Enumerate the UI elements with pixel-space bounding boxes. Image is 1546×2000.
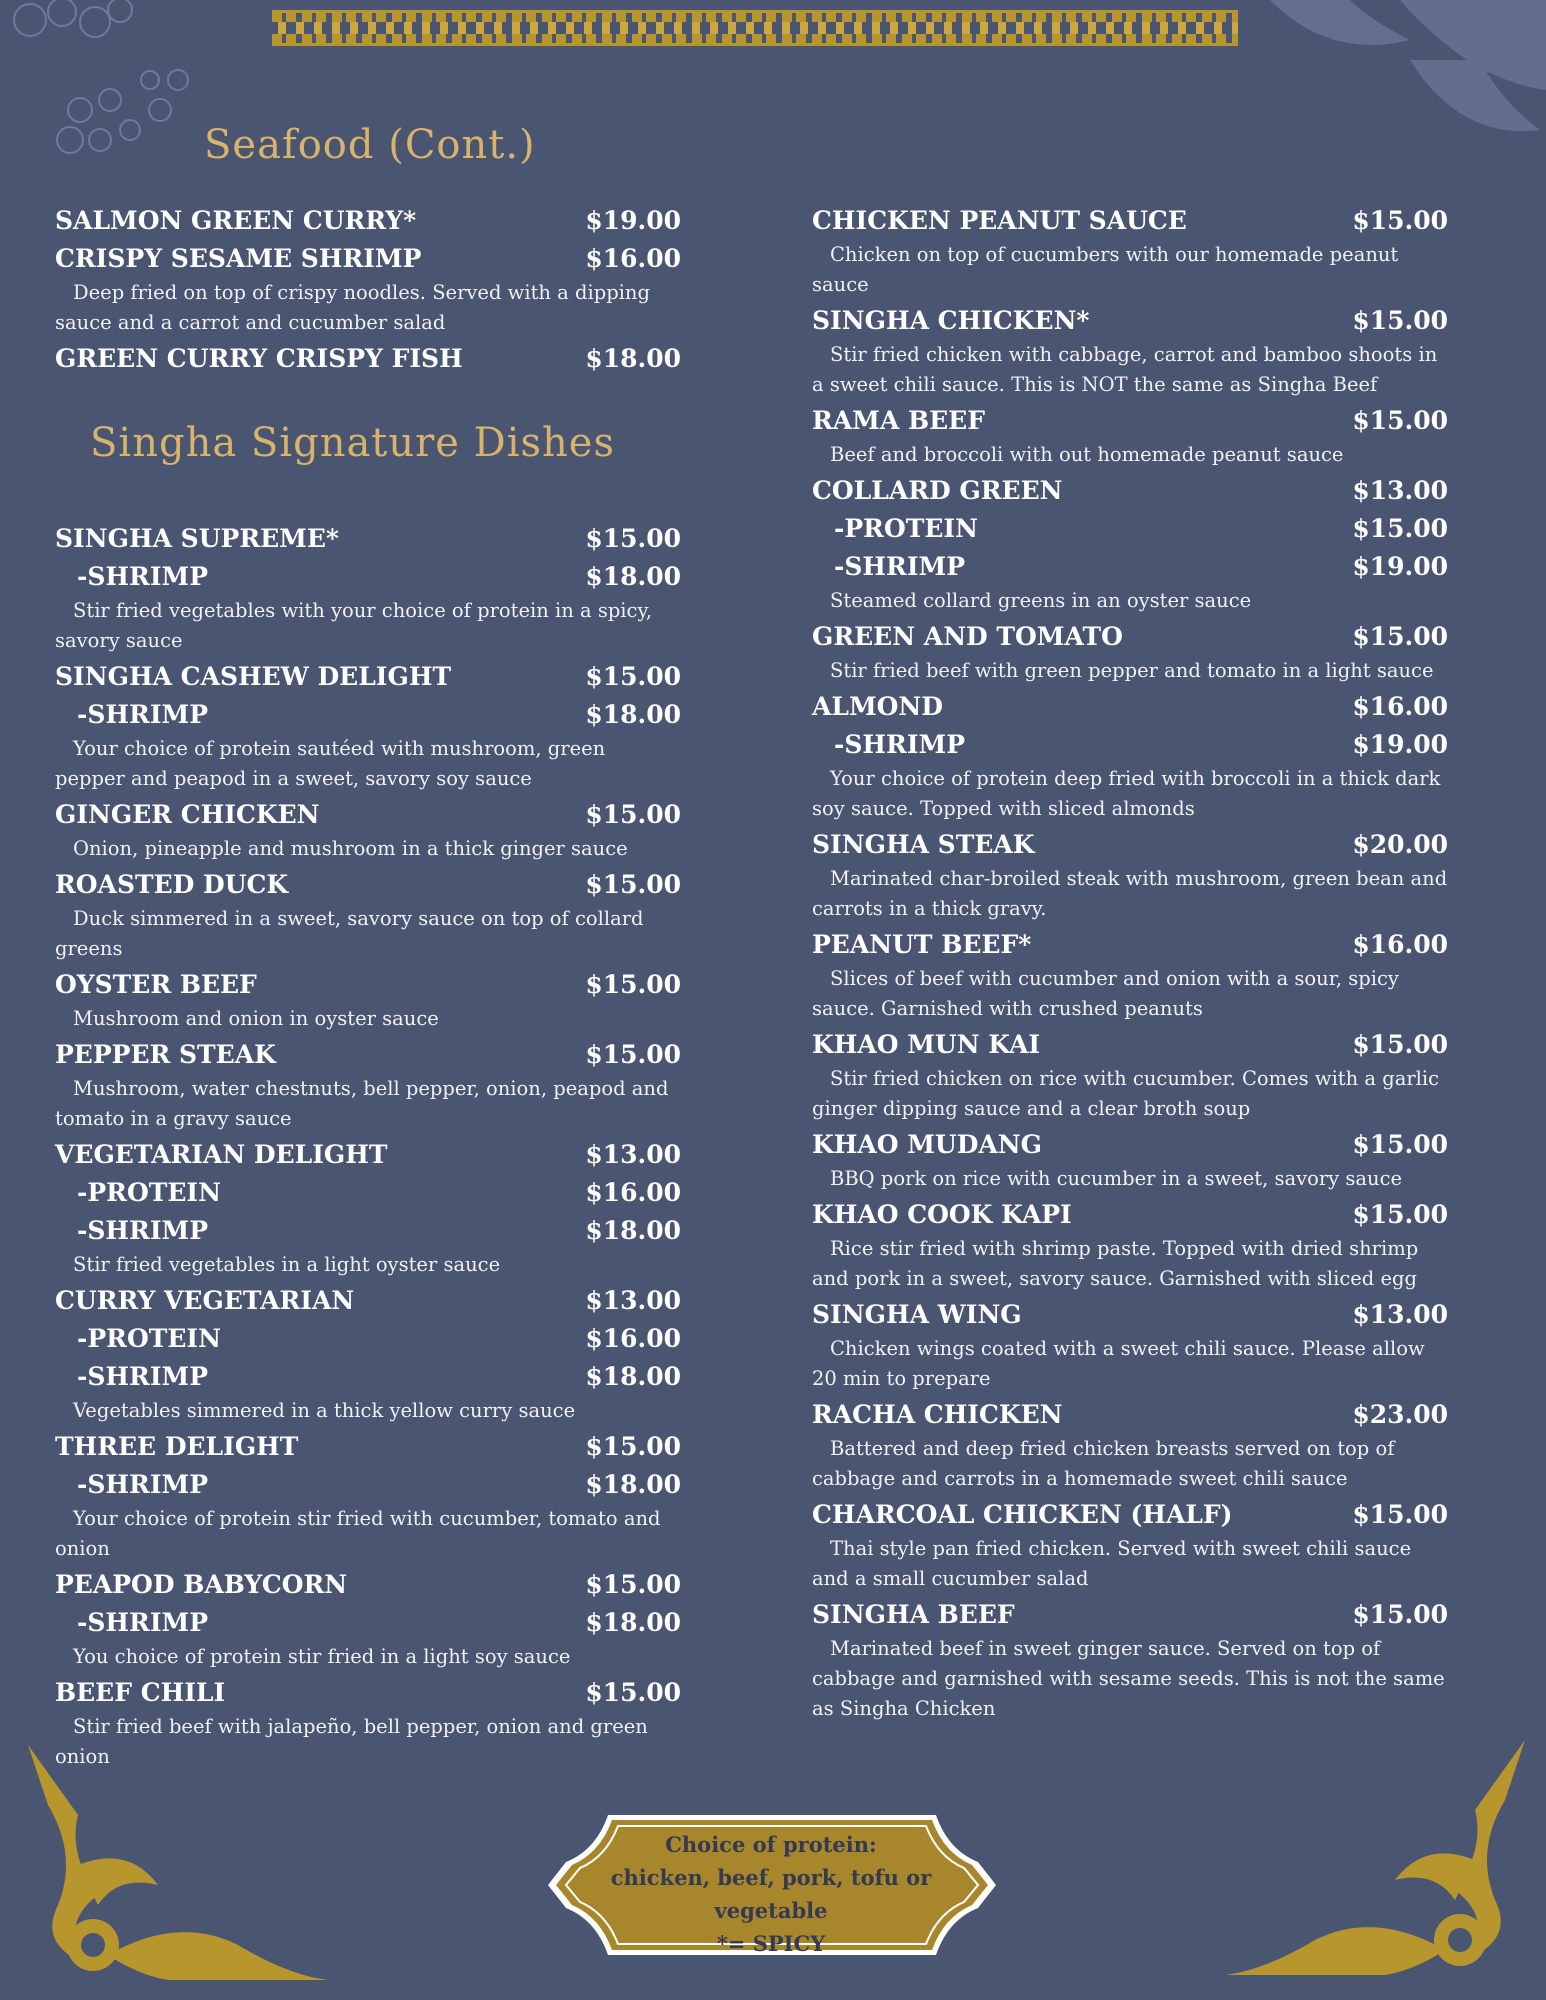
menu-item-option-price: $19.00 (1352, 552, 1448, 581)
menu-item (55, 866, 681, 964)
menu-item-row (812, 1026, 1448, 1064)
menu-item-name: PEAPOD BABYCORN (55, 1570, 348, 1599)
menu-item (812, 1026, 1448, 1124)
menu-item-option-name: -SHRIMP (77, 1362, 208, 1391)
menu-item-description: Your choice of protein sautéed with mushroom, green pepper and peapod in a sweet, savory soy sauce (55, 737, 606, 790)
menu-item-row (812, 926, 1448, 964)
menu-item-option-row (812, 548, 1448, 586)
menu-item (55, 966, 681, 1034)
menu-item-description: Chicken wings coated with a sweet chili sauce. Please allow 20 min to prepare (812, 1337, 1425, 1390)
menu-item-option-row (55, 1358, 681, 1396)
menu-item-description: Rice stir fried with shrimp paste. Topped with dried shrimp and pork in a sweet, savory sauce. Garnished with sliced egg (812, 1237, 1419, 1290)
menu-item-price: $15.00 (1352, 622, 1448, 651)
menu-item-row (55, 202, 681, 240)
menu-item-name: SINGHA WING (812, 1300, 1022, 1329)
menu-item-row (812, 302, 1448, 340)
menu-item-price: $15.00 (585, 1570, 681, 1599)
menu-item-option-name: -SHRIMP (834, 552, 965, 581)
menu-item-option-name: -PROTEIN (77, 1324, 221, 1353)
menu-item-description: Stir fried vegetables with your choice of protein in a spicy, savory sauce (55, 599, 653, 652)
menu-item-row (55, 340, 681, 378)
menu-item (55, 1566, 681, 1672)
menu-item-row (55, 966, 681, 1004)
menu-item-name: KHAO COOK KAPI (812, 1200, 1072, 1229)
menu-item-name: KHAO MUDANG (812, 1130, 1042, 1159)
menu-item (812, 1596, 1448, 1724)
menu-item-option-row (55, 696, 681, 734)
menu-item-row (812, 1296, 1448, 1334)
menu-item-row (812, 1196, 1448, 1234)
menu-item-price: $15.00 (1352, 1030, 1448, 1059)
menu-item-name: RACHA CHICKEN (812, 1400, 1063, 1429)
protein-note-line1: Choice of protein: (665, 1832, 877, 1857)
menu-item-price: $20.00 (1352, 830, 1448, 859)
menu-item-description: Chicken on top of cucumbers with our homemade peanut sauce (812, 243, 1399, 296)
menu-item-description: Stir fried chicken with cabbage, carrot and bamboo shoots in a sweet chili sauce. This is NOT the same as Singha Beef (812, 343, 1438, 396)
menu-item-price: $15.00 (585, 1432, 681, 1461)
menu-item (812, 402, 1448, 470)
menu-item-price: $13.00 (585, 1286, 681, 1315)
menu-item (812, 1196, 1448, 1294)
corner-ornament-bottom-left-icon (18, 1745, 338, 1985)
leaf-illustration-icon (1250, 0, 1546, 150)
menu-item-description: Onion, pineapple and mushroom in a thick ginger sauce (73, 837, 628, 860)
menu-item-option-price: $15.00 (1352, 514, 1448, 543)
menu-item (55, 202, 681, 240)
menu-item-price: $15.00 (1352, 306, 1448, 335)
menu-item-row (812, 826, 1448, 864)
menu-item-option-price: $18.00 (585, 1608, 681, 1637)
menu-item-name: CHARCOAL CHICKEN (HALF) (812, 1500, 1233, 1529)
menu-item-price: $13.00 (585, 1140, 681, 1169)
signature-section-title: Singha Signature Dishes (90, 420, 615, 466)
menu-item-row (55, 520, 681, 558)
menu-item-option-name: -SHRIMP (77, 1470, 208, 1499)
menu-item-description: You choice of protein stir fried in a light soy sauce (73, 1645, 571, 1668)
menu-item-price: $15.00 (1352, 1500, 1448, 1529)
menu-item-row (55, 1282, 681, 1320)
menu-item-description: Beef and broccoli with out homemade peanut sauce (830, 443, 1344, 466)
menu-item-description: Marinated char-broiled steak with mushroom, green bean and carrots in a thick gravy. (812, 867, 1448, 920)
menu-item-description: Slices of beef with cucumber and onion with a sour, spicy sauce. Garnished with crushed peanuts (812, 967, 1399, 1020)
menu-item (812, 1496, 1448, 1594)
menu-item-name: SINGHA SUPREME* (55, 524, 339, 553)
menu-item (812, 1396, 1448, 1494)
menu-item (55, 240, 681, 338)
menu-item-name: CURRY VEGETARIAN (55, 1286, 355, 1315)
menu-item-description: Stir fried beef with green pepper and tomato in a light sauce (830, 659, 1434, 682)
menu-item-row (55, 1566, 681, 1604)
menu-item-price: $15.00 (1352, 206, 1448, 235)
menu-item-option-name: -SHRIMP (77, 1608, 208, 1637)
menu-item-price: $15.00 (585, 1678, 681, 1707)
menu-item-option-row (55, 1212, 681, 1250)
menu-item-option-row (55, 1320, 681, 1358)
menu-item (55, 340, 681, 378)
menu-item-row (812, 472, 1448, 510)
menu-item-option-price: $19.00 (1352, 730, 1448, 759)
menu-item-name: CRISPY SESAME SHRIMP (55, 244, 422, 273)
menu-item-name: VEGETARIAN DELIGHT (55, 1140, 388, 1169)
menu-item-description: Your choice of protein deep fried with broccoli in a thick dark soy sauce. Topped with sliced almonds (812, 767, 1441, 820)
seafood-section-title: Seafood (Cont.) (204, 122, 536, 168)
menu-item-description: BBQ pork on rice with cucumber in a sweet, savory sauce (830, 1167, 1403, 1190)
menu-item-description: Battered and deep fried chicken breasts served on top of cabbage and carrots in a homemade sweet chili sauce (812, 1437, 1395, 1490)
corner-ornament-bottom-right-icon (1215, 1740, 1535, 1980)
menu-item-price: $16.00 (1352, 930, 1448, 959)
menu-item (55, 1036, 681, 1134)
menu-item-option-price: $18.00 (585, 562, 681, 591)
berry-illustration-icon (0, 0, 200, 180)
menu-item-name: OYSTER BEEF (55, 970, 257, 999)
menu-item-option-row (55, 1466, 681, 1504)
menu-item-name: SINGHA BEEF (812, 1600, 1015, 1629)
menu-item-description: Stir fried chicken on rice with cucumber. Comes with a garlic ginger dipping sauce and a clear broth soup (812, 1067, 1440, 1120)
menu-item (55, 658, 681, 794)
menu-item-price: $16.00 (585, 244, 681, 273)
menu-item-price: $19.00 (585, 206, 681, 235)
menu-item-price: $15.00 (1352, 1600, 1448, 1629)
menu-item (55, 796, 681, 864)
menu-item-option-row (55, 1604, 681, 1642)
menu-item-option-row (55, 1174, 681, 1212)
menu-item-row (812, 1596, 1448, 1634)
menu-item-name: GINGER CHICKEN (55, 800, 320, 829)
menu-item-description: Stir fried beef with jalapeño, bell pepper, onion and green onion (55, 1715, 648, 1768)
menu-item (812, 826, 1448, 924)
menu-item-price: $15.00 (1352, 406, 1448, 435)
menu-item-name: GREEN CURRY CRISPY FISH (55, 344, 463, 373)
protein-note-text (600, 1828, 942, 1960)
menu-item-description: Deep fried on top of crispy noodles. Served with a dipping sauce and a carrot and cucumber salad (55, 281, 650, 334)
menu-item-description: Mushroom and onion in oyster sauce (73, 1007, 439, 1030)
menu-item-price: $15.00 (585, 524, 681, 553)
menu-item-option-name: -PROTEIN (834, 514, 978, 543)
menu-item-price: $15.00 (585, 800, 681, 829)
menu-item-description: Your choice of protein stir fried with cucumber, tomato and onion (55, 1507, 661, 1560)
menu-item (55, 1282, 681, 1426)
signature-list-right (812, 202, 1448, 1726)
menu-item-option-price: $16.00 (585, 1178, 681, 1207)
menu-item-price: $15.00 (1352, 1200, 1448, 1229)
menu-item (55, 1136, 681, 1280)
menu-item (812, 618, 1448, 686)
menu-item-option-name: -SHRIMP (834, 730, 965, 759)
menu-item-name: ALMOND (812, 692, 943, 721)
menu-item-option-row (812, 726, 1448, 764)
menu-item-option-price: $18.00 (585, 1470, 681, 1499)
menu-item (812, 1296, 1448, 1394)
menu-item (812, 1126, 1448, 1194)
menu-item-name: SINGHA STEAK (812, 830, 1035, 859)
menu-item-price: $23.00 (1352, 1400, 1448, 1429)
menu-item-price: $15.00 (585, 970, 681, 999)
menu-item (812, 202, 1448, 300)
menu-item-price: $13.00 (1352, 1300, 1448, 1329)
menu-item-option-row (55, 558, 681, 596)
menu-item-name: KHAO MUN KAI (812, 1030, 1041, 1059)
menu-item-row (55, 1674, 681, 1712)
menu-item-name: PEPPER STEAK (55, 1040, 276, 1069)
signature-list-left (55, 520, 681, 1774)
menu-item-description: Marinated beef in sweet ginger sauce. Served on top of cabbage and garnished with sesame seeds. This is not the same as Singha Chicken (812, 1637, 1445, 1720)
menu-item-price: $18.00 (585, 344, 681, 373)
menu-item-name: RAMA BEEF (812, 406, 985, 435)
menu-item-row (55, 658, 681, 696)
menu-item-row (812, 402, 1448, 440)
menu-item-row (812, 202, 1448, 240)
menu-item-description: Vegetables simmered in a thick yellow curry sauce (73, 1399, 576, 1422)
menu-item-option-row (812, 510, 1448, 548)
menu-item-name: CHICKEN PEANUT SAUCE (812, 206, 1187, 235)
menu-item-price: $15.00 (585, 870, 681, 899)
menu-item-option-name: -SHRIMP (77, 562, 208, 591)
menu-item-name: ROASTED DUCK (55, 870, 289, 899)
menu-item-name: THREE DELIGHT (55, 1432, 299, 1461)
menu-item-description: Mushroom, water chestnuts, bell pepper, onion, peapod and tomato in a gravy sauce (55, 1077, 669, 1130)
menu-item-row (812, 688, 1448, 726)
menu-item-description: Duck simmered in a sweet, savory sauce on top of collard greens (55, 907, 644, 960)
menu-item-row (55, 866, 681, 904)
menu-item-name: GREEN AND TOMATO (812, 622, 1123, 651)
protein-note-line3: *= SPICY (716, 1931, 826, 1956)
menu-item-name: BEEF CHILI (55, 1678, 226, 1707)
menu-item-row (812, 1396, 1448, 1434)
menu-item-price: $15.00 (585, 662, 681, 691)
top-ornamental-border (272, 10, 1238, 46)
menu-item-row (812, 1496, 1448, 1534)
menu-item-option-price: $16.00 (585, 1324, 681, 1353)
menu-item-price: $15.00 (1352, 1130, 1448, 1159)
menu-item-name: PEANUT BEEF* (812, 930, 1032, 959)
menu-item-description: Stir fried vegetables in a light oyster sauce (73, 1253, 501, 1276)
menu-item (812, 472, 1448, 616)
menu-item (812, 926, 1448, 1024)
menu-item-description: Steamed collard greens in an oyster sauce (830, 589, 1252, 612)
menu-item (812, 302, 1448, 400)
menu-item-row (55, 1136, 681, 1174)
menu-item (55, 1428, 681, 1564)
menu-item-row (55, 796, 681, 834)
menu-item-row (55, 1036, 681, 1074)
menu-item-name: SINGHA CASHEW DELIGHT (55, 662, 452, 691)
menu-item-row (55, 240, 681, 278)
menu-item-option-price: $18.00 (585, 1216, 681, 1245)
menu-item-name: SALMON GREEN CURRY* (55, 206, 417, 235)
menu-item-name: SINGHA CHICKEN* (812, 306, 1090, 335)
menu-item-price: $13.00 (1352, 476, 1448, 505)
menu-item-option-name: -PROTEIN (77, 1178, 221, 1207)
menu-item-option-name: -SHRIMP (77, 1216, 208, 1245)
menu-item-option-price: $18.00 (585, 700, 681, 729)
menu-item-row (812, 1126, 1448, 1164)
menu-item-option-price: $18.00 (585, 1362, 681, 1391)
menu-item-row (812, 618, 1448, 656)
menu-item-price: $16.00 (1352, 692, 1448, 721)
menu-item-price: $15.00 (585, 1040, 681, 1069)
menu-item-name: COLLARD GREEN (812, 476, 1063, 505)
seafood-list (55, 202, 681, 378)
menu-item-option-name: -SHRIMP (77, 700, 208, 729)
menu-item (812, 688, 1448, 824)
menu-item (55, 520, 681, 656)
menu-item-row (55, 1428, 681, 1466)
menu-item-description: Thai style pan fried chicken. Served with sweet chili sauce and a small cucumber salad (812, 1537, 1412, 1590)
protein-note-line2: chicken, beef, pork, tofu or vegetable (610, 1865, 932, 1923)
